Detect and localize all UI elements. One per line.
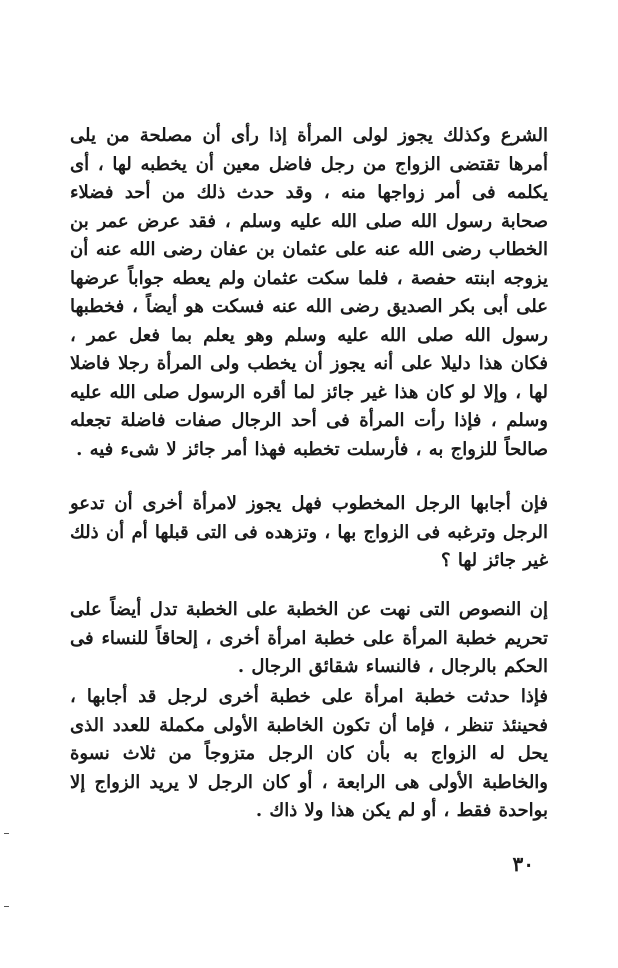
paragraph-4: فإذا حدثت خطبة امرأة على خطبة أخرى لرجل قد أجابها ، فحينئذ تنظر ، فإما أن تكون الخاطبة الأولى مكملة للعدد الذى يحل له الزواج به بأن كان الرجل متزوجاً من ثلاث نسوة والخاطبة الأولى هى الرابعة ، أو كان الرجل لا يريد الزواج إلا بواحدة فقط ، أو لم يكن هذا ولا ذاك .	[70, 686, 548, 821]
scan-edge-mark	[4, 906, 9, 907]
scan-edge-mark	[4, 833, 9, 834]
page-number: ٣٠	[512, 852, 534, 876]
paragraph-2: فإن أجابها الرجل المخطوب فهل يجوز لامرأة أخرى أن تدعو الرجل وترغبه فى الزواج بها ، وتزهده فى التى قبلها أم أن ذلك غير جائز لها ؟	[70, 493, 548, 571]
paragraph-1: الشرع وكذلك يجوز لولى المرأة إذا رأى أن مصلحة من يلى أمرها تقتضى الزواج من رجل فاضل معين أن يخطبه لها ، أى يكلمه فى أمر زواجها منه ، وقد حدث ذلك من أحد فضلاء صحابة رسول الله صلى الله عليه وسلم ، فقد عرض عمر بن الخطاب رضى الله عنه على عثمان بن عفان رضى الله عنه أن يزوجه ابنته حفصة ، فلما سكت عثمان ولم يعطه جواباً عرضها على أبى بكر الصديق رضى الله عنه فسكت هو أيضاً ، فخطبها رسول الله صلى الله عليه وسلم وهو يعلم بما فعل عمر ، فكان هذا دليلا على أنه يجوز أن يخطب ولى المرأة رجلا فاضلا لها ، وإلا لو كان هذا غير جائز لما أقره الرسول صلى الله عليه وسلم ، فإذا رأت المرأة فى أحد الرجال صفات فاضلة تجعله صالحاً للزواج به ، فأرسلت تخطبه فهذا أمر جائز لا شىء فيه .	[70, 125, 548, 460]
paragraph-3: إن النصوص التى نهت عن الخطبة على الخطبة تدل أيضاً على تحريم خطبة المرأة على خطبة امرأة أخرى ، إلحاقاً للنساء فى الحكم بالرجال ، فالنساء شقائق الرجال .	[70, 599, 549, 677]
